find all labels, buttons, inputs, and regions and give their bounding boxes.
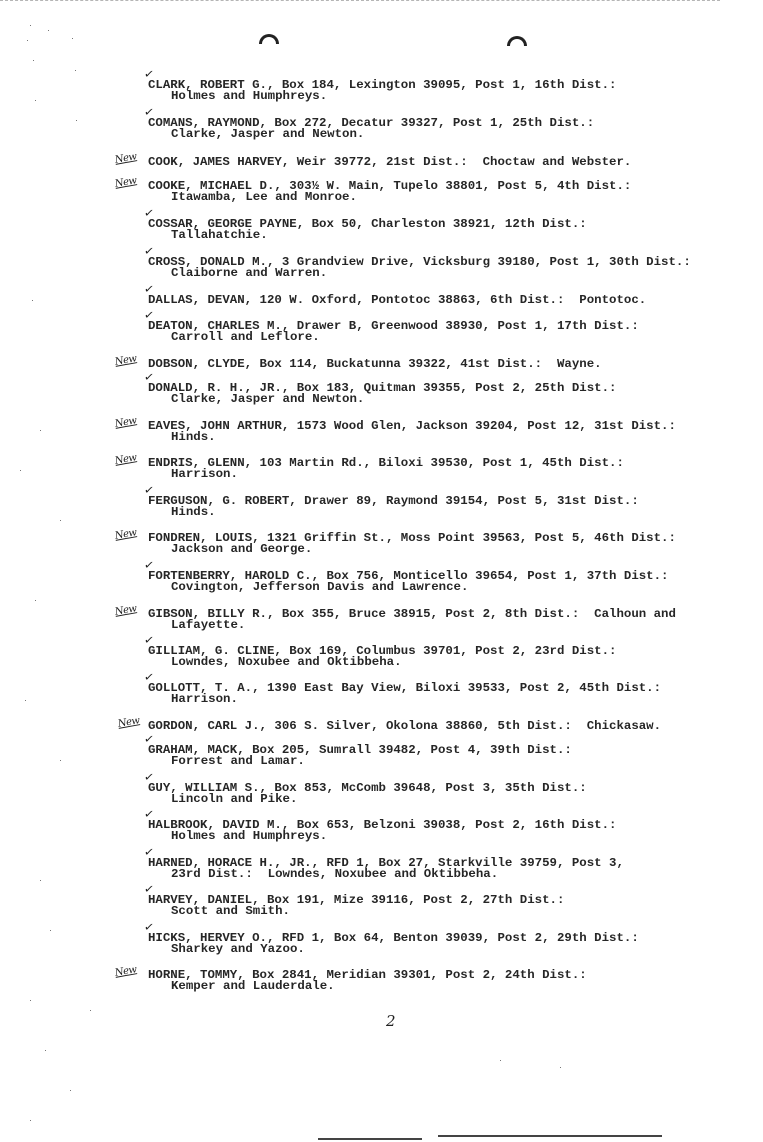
entry-line-1: CROSS, DONALD M., 3 Grandview Drive, Vicksburg 39180, Post 1, 30th Dist.: <box>148 255 691 269</box>
entry-line-1: GILLIAM, G. CLINE, Box 169, Columbus 39701, Post 2, 23rd Dist.: <box>148 644 617 658</box>
entry-line-2: Harrison. <box>171 467 238 481</box>
scan-speck <box>60 760 61 761</box>
scan-speck <box>35 100 36 101</box>
scan-speck <box>32 300 33 301</box>
scan-speck <box>90 1010 91 1011</box>
checkmark-icon: ✓ <box>143 205 155 221</box>
entry-line-1: FERGUSON, G. ROBERT, Drawer 89, Raymond 39154, Post 5, 31st Dist.: <box>148 494 639 508</box>
scan-speck <box>50 930 51 931</box>
entry-line-2: Sharkey and Yazoo. <box>171 942 305 956</box>
entry-line-1: CLARK, ROBERT G., Box 184, Lexington 39095, Post 1, 16th Dist.: <box>148 78 617 92</box>
entry-line-1: DOBSON, CLYDE, Box 114, Buckatunna 39322, 41st Dist.: Wayne. <box>148 357 602 371</box>
scan-speck <box>48 30 49 31</box>
checkmark-icon: ✓ <box>143 307 155 323</box>
checkmark-icon: ✓ <box>143 632 155 648</box>
entry-line-1: HARNED, HORACE H., JR., RFD 1, Box 27, Starkville 39759, Post 3, <box>148 856 624 870</box>
scan-speck <box>76 120 77 121</box>
entry-line-1: HICKS, HERVEY O., RFD 1, Box 64, Benton 39039, Post 2, 29th Dist.: <box>148 931 639 945</box>
checkmark-icon: ✓ <box>143 806 155 822</box>
entry-line-1: HALBROOK, DAVID M., Box 653, Belzoni 39038, Post 2, 16th Dist.: <box>148 818 617 832</box>
checkmark-icon: ✓ <box>143 881 155 897</box>
entry-line-2: 23rd Dist.: Lowndes, Noxubee and Oktibbeha. <box>171 867 499 881</box>
scan-speck <box>33 60 34 61</box>
entry-line-2: Harrison. <box>171 692 238 706</box>
scan-speck <box>560 1067 561 1068</box>
page-top-border <box>0 0 720 1</box>
scan-speck <box>60 520 61 521</box>
checkmark-icon: ✓ <box>143 66 155 82</box>
entry-line-2: Lafayette. <box>171 618 246 632</box>
bottom-rule-left <box>318 1138 422 1140</box>
entry-line-2: Clarke, Jasper and Newton. <box>171 392 365 406</box>
entry-line-1: GOLLOTT, T. A., 1390 East Bay View, Biloxi 39533, Post 2, 45th Dist.: <box>148 681 662 695</box>
entry-line-1: HORNE, TOMMY, Box 2841, Meridian 39301, Post 2, 24th Dist.: <box>148 968 587 982</box>
entry-line-1: GUY, WILLIAM S., Box 853, McComb 39648, Post 3, 35th Dist.: <box>148 781 587 795</box>
entry-line-2: Itawamba, Lee and Monroe. <box>171 190 357 204</box>
scan-speck <box>30 1120 31 1121</box>
scan-speck <box>40 430 41 431</box>
checkmark-icon: ✓ <box>143 369 155 385</box>
entry-line-1: COMANS, RAYMOND, Box 272, Decatur 39327, Post 1, 25th Dist.: <box>148 116 595 130</box>
new-annotation-icon: New <box>114 452 138 467</box>
entry-line-1: ENDRIS, GLENN, 103 Martin Rd., Biloxi 39530, Post 1, 45th Dist.: <box>148 456 624 470</box>
scan-speck <box>500 1060 501 1061</box>
new-annotation-icon: New <box>117 715 141 730</box>
new-annotation-icon: New <box>114 353 138 368</box>
scan-speck <box>35 600 36 601</box>
scan-speck <box>75 70 76 71</box>
scan-speck <box>27 40 28 41</box>
new-annotation-icon: New <box>114 415 138 430</box>
entry-line-2: Tallahatchie. <box>171 228 268 242</box>
checkmark-icon: ✓ <box>143 844 155 860</box>
entry-line-2: Forrest and Lamar. <box>171 754 305 768</box>
checkmark-icon: ✓ <box>143 243 155 259</box>
checkmark-icon: ✓ <box>143 557 155 573</box>
entry-line-1: DONALD, R. H., JR., Box 183, Quitman 39355, Post 2, 25th Dist.: <box>148 381 617 395</box>
scan-speck <box>40 880 41 881</box>
scan-speck <box>30 25 31 26</box>
checkmark-icon: ✓ <box>143 482 155 498</box>
checkmark-icon: ✓ <box>143 731 155 747</box>
checkmark-icon: ✓ <box>143 104 155 120</box>
entry-line-1: DEATON, CHARLES M., Drawer B, Greenwood 38930, Post 1, 17th Dist.: <box>148 319 639 333</box>
punch-hole-left-icon <box>259 34 279 44</box>
entry-line-2: Holmes and Humphreys. <box>171 829 328 843</box>
entry-line-2: Hinds. <box>171 505 216 519</box>
entry-line-1: COSSAR, GEORGE PAYNE, Box 50, Charleston 38921, 12th Dist.: <box>148 217 587 231</box>
entry-line-2: Lincoln and Pike. <box>171 792 298 806</box>
new-annotation-icon: New <box>114 964 138 979</box>
scan-speck <box>72 38 73 39</box>
checkmark-icon: ✓ <box>143 919 155 935</box>
entry-line-1: GIBSON, BILLY R., Box 355, Bruce 38915, Post 2, 8th Dist.: Calhoun and <box>148 607 676 621</box>
entry-line-2: Covington, Jefferson Davis and Lawrence. <box>171 580 469 594</box>
scan-speck <box>30 1000 31 1001</box>
entry-line-1: EAVES, JOHN ARTHUR, 1573 Wood Glen, Jackson 39204, Post 12, 31st Dist.: <box>148 419 676 433</box>
entry-line-1: FONDREN, LOUIS, 1321 Griffin St., Moss Point 39563, Post 5, 46th Dist.: <box>148 531 676 545</box>
entry-line-2: Claiborne and Warren. <box>171 266 328 280</box>
entry-line-2: Jackson and George. <box>171 542 313 556</box>
bottom-rule-right <box>438 1135 662 1137</box>
new-annotation-icon: New <box>114 603 138 618</box>
entry-line-2: Kemper and Lauderdale. <box>171 979 335 993</box>
entry-line-1: HARVEY, DANIEL, Box 191, Mize 39116, Post 2, 27th Dist.: <box>148 893 565 907</box>
checkmark-icon: ✓ <box>143 669 155 685</box>
new-annotation-icon: New <box>114 527 138 542</box>
entry-line-1: COOKE, MICHAEL D., 303½ W. Main, Tupelo 38801, Post 5, 4th Dist.: <box>148 179 632 193</box>
checkmark-icon: ✓ <box>143 769 155 785</box>
punch-hole-right-icon <box>507 36 527 46</box>
page-number: 2 <box>386 1012 396 1030</box>
entry-line-1: GORDON, CARL J., 306 S. Silver, Okolona 38860, 5th Dist.: Chickasaw. <box>148 719 662 733</box>
entry-line-1: GRAHAM, MACK, Box 205, Sumrall 39482, Post 4, 39th Dist.: <box>148 743 572 757</box>
scan-speck <box>70 1090 71 1091</box>
entry-line-2: Carroll and Leflore. <box>171 330 320 344</box>
entry-line-1: DALLAS, DEVAN, 120 W. Oxford, Pontotoc 38863, 6th Dist.: Pontotoc. <box>148 293 647 307</box>
entry-line-2: Scott and Smith. <box>171 904 290 918</box>
scan-speck <box>20 470 21 471</box>
entry-line-2: Clarke, Jasper and Newton. <box>171 127 365 141</box>
new-annotation-icon: New <box>114 151 138 166</box>
entry-line-1: FORTENBERRY, HAROLD C., Box 756, Monticello 39654, Post 1, 37th Dist.: <box>148 569 669 583</box>
new-annotation-icon: New <box>114 175 138 190</box>
entry-line-1: COOK, JAMES HARVEY, Weir 39772, 21st Dist.: Choctaw and Webster. <box>148 155 632 169</box>
entry-line-2: Hinds. <box>171 430 216 444</box>
scan-speck <box>25 700 26 701</box>
entry-line-2: Lowndes, Noxubee and Oktibbeha. <box>171 655 402 669</box>
scan-speck <box>45 1050 46 1051</box>
checkmark-icon: ✓ <box>143 281 155 297</box>
entry-line-2: Holmes and Humphreys. <box>171 89 328 103</box>
